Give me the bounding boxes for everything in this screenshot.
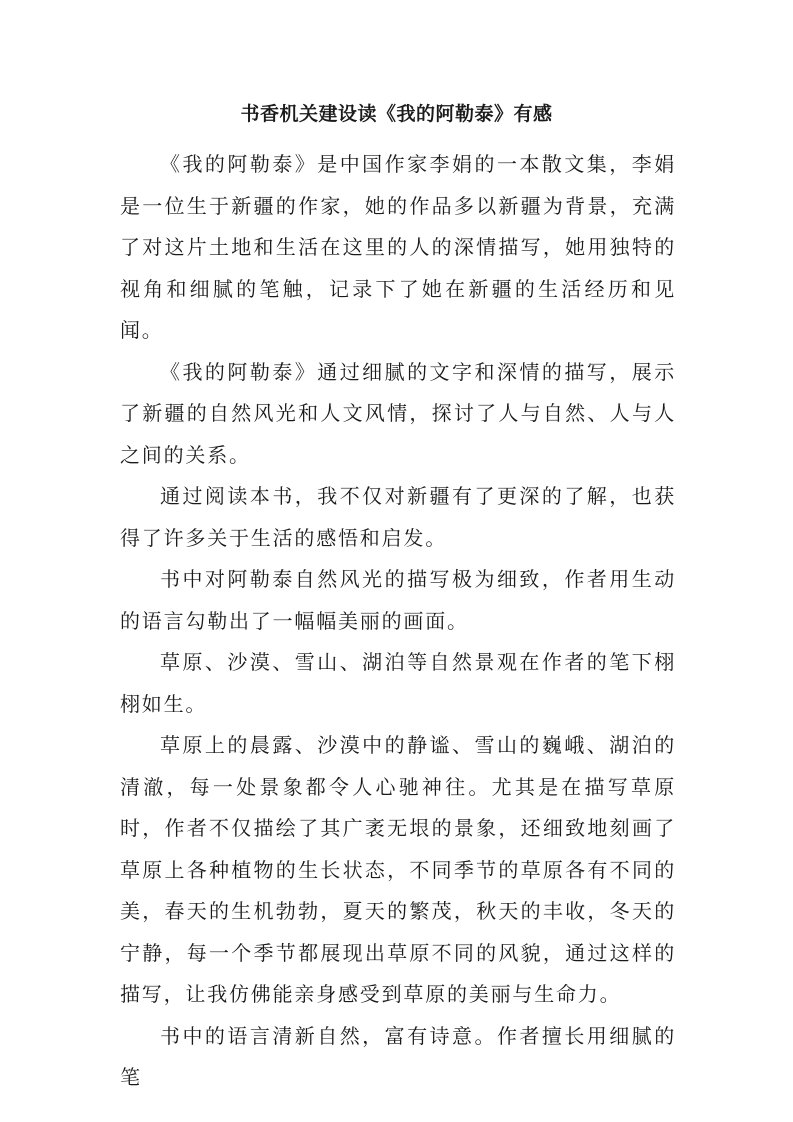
paragraph-6: 草原上的晨露、沙漠中的静谧、雪山的巍峨、湖泊的清澈，每一处景象都令人心驰神往。尤其是在描写草原时，作者不仅描绘了其广袤无垠的景象，还细致地刻画了草原上各种植物的生长状态，不同季节的草原各有不同的美，春天的生机勃勃，夏天的繁茂，秋天的丰收，冬天的宁静，每一个季节都展现出草原不同的风貌，通过这样的描写，让我仿佛能亲身感受到草原的美丽与生命力。 bbox=[120, 733, 676, 1006]
paragraph-3: 通过阅读本书，我不仅对新疆有了更深的了解，也获得了许多关于生活的感悟和启发。 bbox=[120, 484, 676, 550]
document-body bbox=[120, 144, 676, 1099]
paragraph-5: 草原、沙漠、雪山、湖泊等自然景观在作者的笔下栩栩如生。 bbox=[120, 650, 676, 716]
document-title: 书香机关建设读《我的阿勒泰》有感 bbox=[240, 103, 553, 125]
paragraph-4: 书中对阿勒泰自然风光的描写极为细致，作者用生动的语言勾勒出了一幅幅美丽的画面。 bbox=[120, 567, 676, 633]
paragraph-7: 书中的语言清新自然，富有诗意。作者擅长用细腻的笔 bbox=[120, 1023, 676, 1089]
paragraph-1: 《我的阿勒泰》是中国作家李娟的一本散文集，李娟是一位生于新疆的作家，她的作品多以新疆为背景，充满了对这片土地和生活在这里的人的深情描写，她用独特的视角和细腻的笔触，记录下了她在新疆的生活经历和见闻。 bbox=[120, 152, 676, 342]
paragraph-2: 《我的阿勒泰》通过细腻的文字和深情的描写，展示了新疆的自然风光和人文风情，探讨了人与自然、人与人之间的关系。 bbox=[120, 359, 676, 467]
